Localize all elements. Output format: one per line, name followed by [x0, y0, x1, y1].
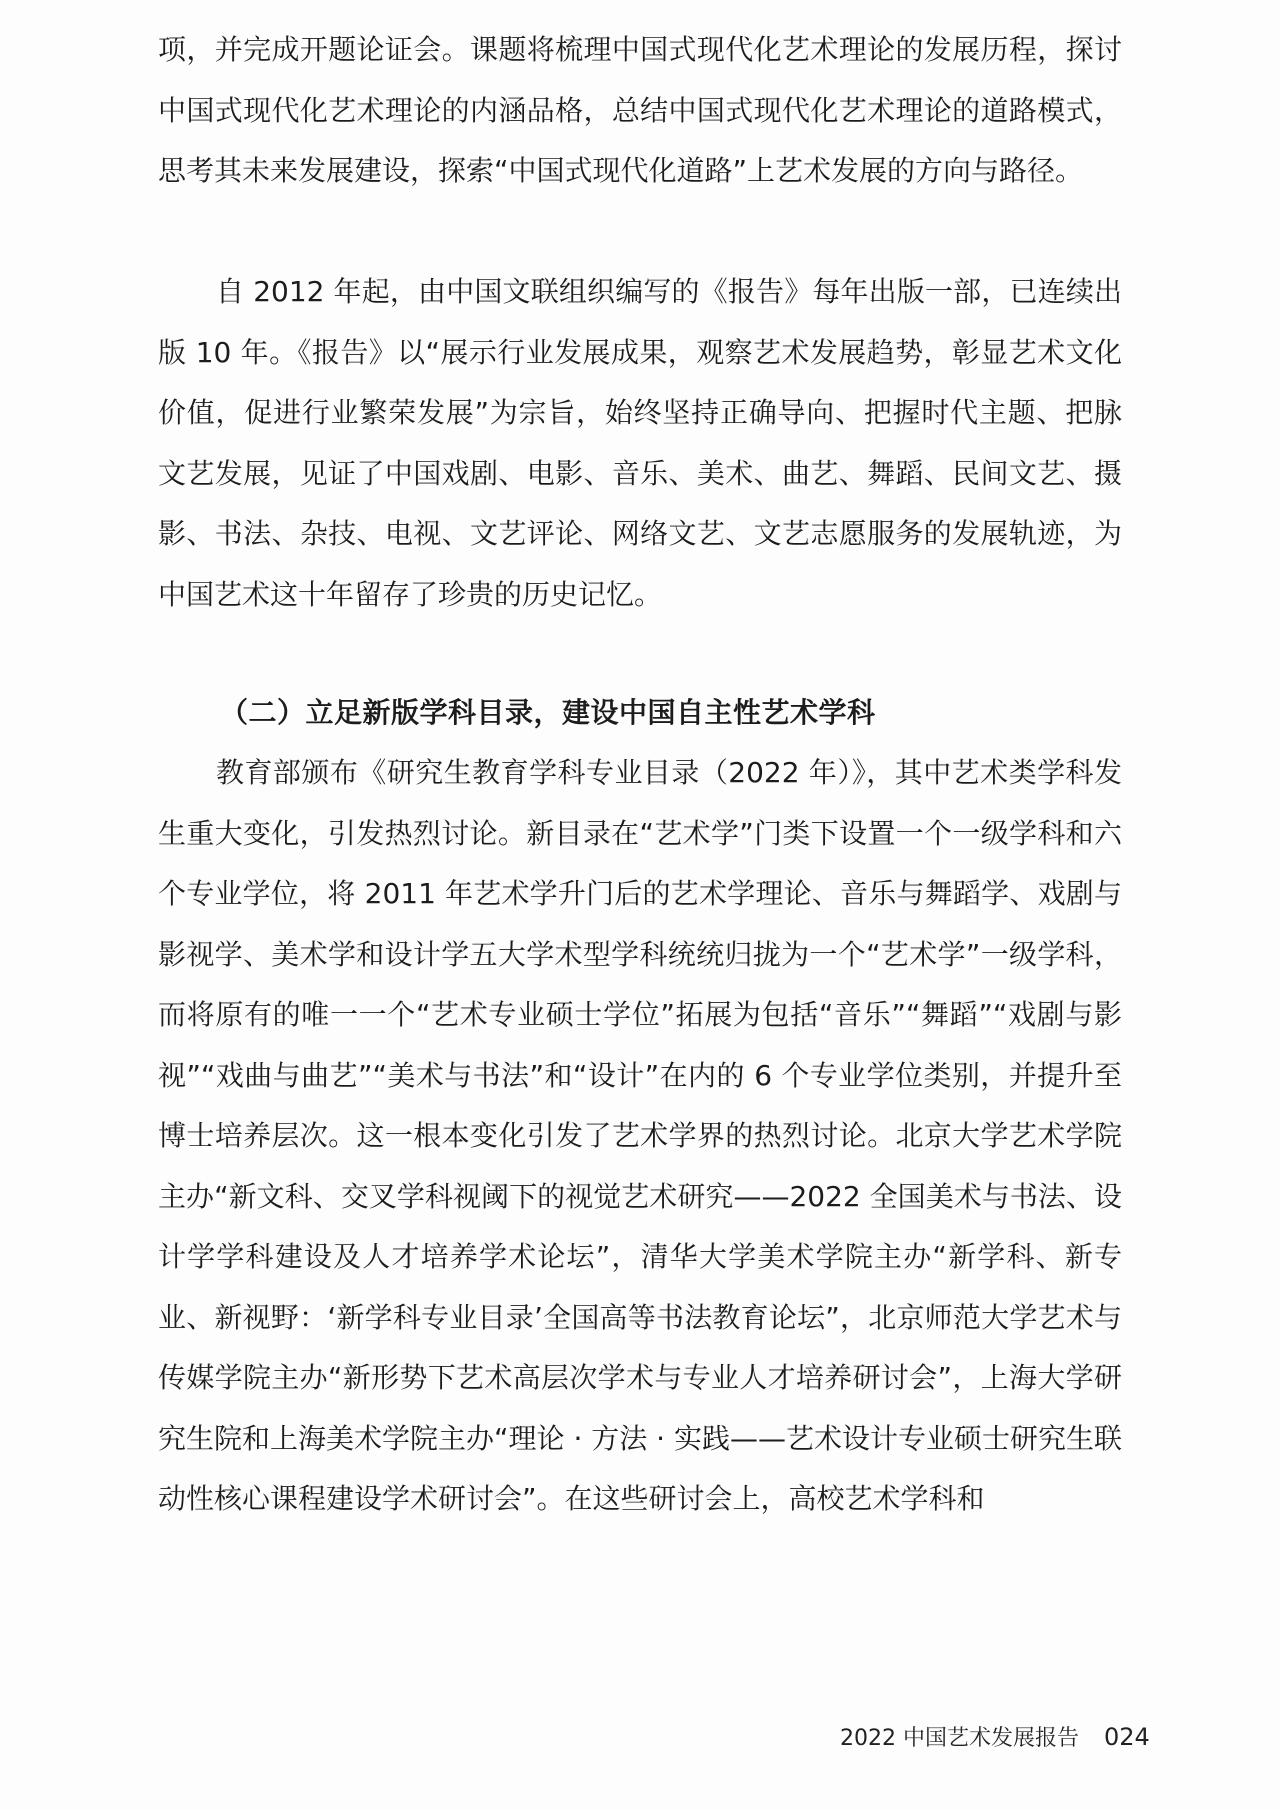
- section-heading: （二）立足新版学科目录，建设中国自主性艺术学科: [220, 696, 876, 729]
- page-footer: [840, 1722, 1150, 1754]
- page-number: 024: [1103, 1723, 1150, 1751]
- paragraph-discipline-catalog: 教育部颁布《研究生教育学科专业目录（2022 年）》，其中艺术类学科发生重大变化，引发热烈讨论。新目录在“艺术学”门类下设置一个一级学科和六个专业学位，将 2011 年艺术学升门后的艺术学理论、音乐与舞蹈学、戏剧与影视学、美术学和设计学五大学术型学科统统归拢为一个“艺术学”一级学科，而将原有的唯一一个“艺术专业硕士学位”拓展为包括“音乐”“舞蹈”“戏剧与影视”“戏曲与曲艺”“美术与书法”和“设计”在内的 6 个专业学位类别，并提升至博士培养层次。这一根本变化引发了艺术学界的热烈讨论。北京大学艺术学院主办“新文科、交叉学科视阈下的视觉艺术研究——2022 全国美术与书法、设计学学科建设及人才培养学术论坛”，清华大学美术学院主办“新学科、新专业、新视野：‘新学科专业目录’全国高等书法教育论坛”，北京师范大学艺术与传媒学院主办“新形势下艺术高层次学术与专业人才培养研讨会”，上海大学研究生院和上海美术学院主办“理论 · 方法 · 实践——艺术设计专业硕士研究生联动性核心课程建设学术研讨会”。在这些研讨会上，高校艺术学科和: [158, 756, 1122, 1515]
- paragraph-report-history: 自 2012 年起，由中国文联组织编写的《报告》每年出版一部，已连续出版 10 年。《报告》以“展示行业发展成果，观察艺术发展趋势，彰显艺术文化价值，促进行业繁荣发展”为宗旨，始终坚持正确导向、把握时代主题、把脉文艺发展，见证了中国戏剧、电影、音乐、美术、曲艺、舞蹈、民间文艺、摄影、书法、杂技、电视、文艺评论、网络文艺、文艺志愿服务的发展轨迹，为中国艺术这十年留存了珍贵的历史记忆。: [158, 275, 1122, 611]
- paragraph-continued: 项，并完成开题论证会。课题将梳理中国式现代化艺术理论的发展历程，探讨中国式现代化艺术理论的内涵品格，总结中国式现代化艺术理论的道路模式，思考其未来发展建设，探索“中国式现代化道路”上艺术发展的方向与路径。: [158, 33, 1122, 187]
- running-footer-title: 2022 中国艺术发展报告: [840, 1726, 1079, 1751]
